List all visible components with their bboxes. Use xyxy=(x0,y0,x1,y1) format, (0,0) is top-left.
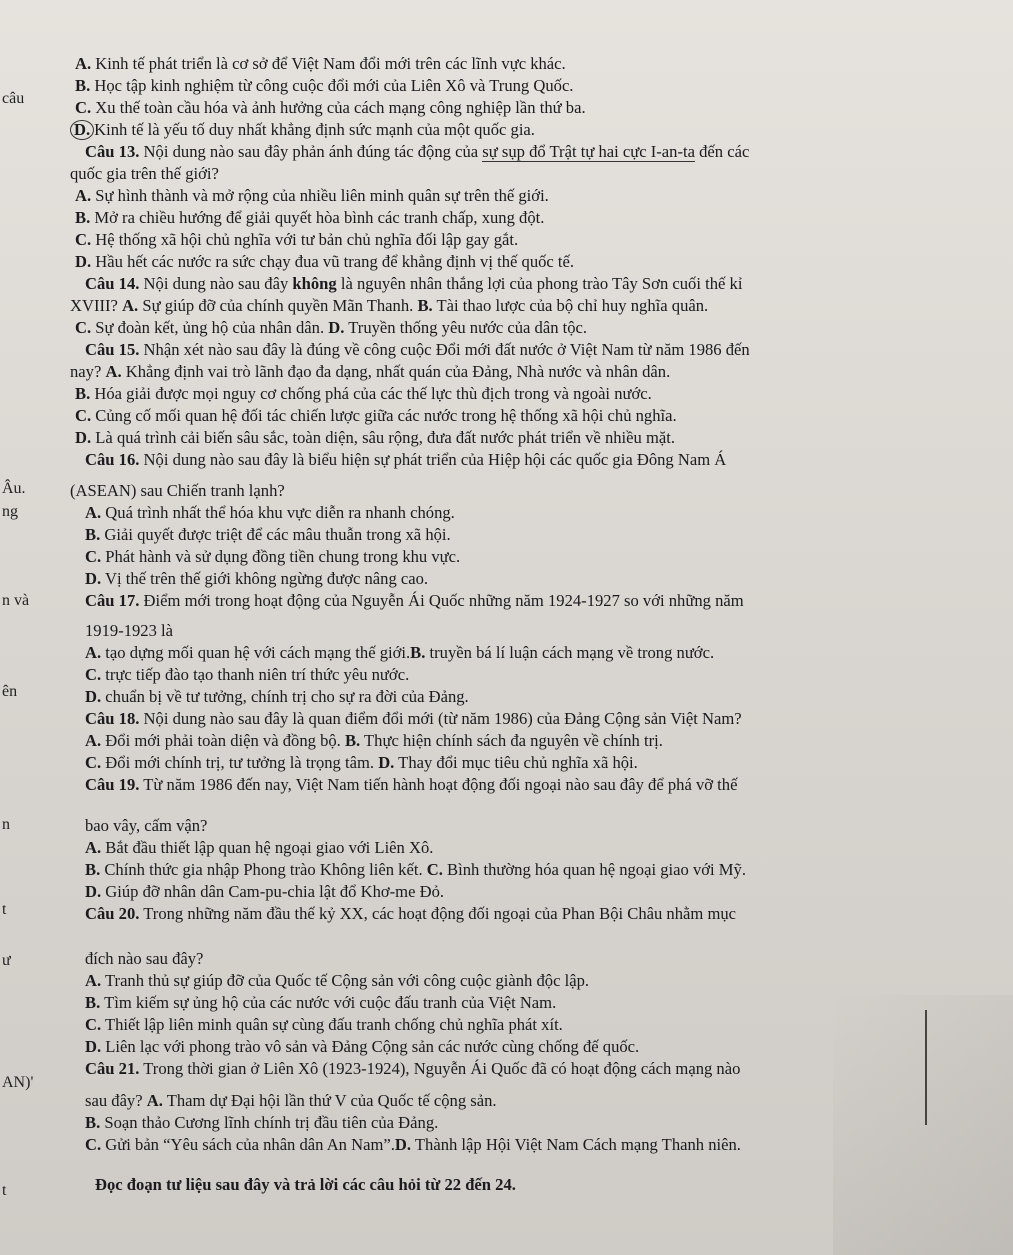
text-line xyxy=(85,664,409,686)
option-letter: C. xyxy=(75,318,92,337)
line-text: (ASEAN) sau Chiến tranh lạnh? xyxy=(70,481,285,500)
margin-fragment: câu xyxy=(2,90,25,107)
text-line xyxy=(85,859,746,881)
text-line xyxy=(95,1174,516,1196)
margin-fragment: Âu. xyxy=(2,480,26,497)
text-line xyxy=(75,317,587,339)
line-text: Tham dự Đại hội lần thứ V của Quốc tế cộng sản. xyxy=(162,1091,497,1110)
text-line xyxy=(75,383,652,405)
line-text: Thành lập Hội Việt Nam Cách mạng Thanh niên. xyxy=(411,1135,741,1154)
question-label: Câu 21. xyxy=(85,1059,140,1078)
line-text: Tài thao lược của bộ chỉ huy nghĩa quân. xyxy=(432,296,709,315)
question-label: Câu 14. xyxy=(85,274,140,293)
option-letter: C. xyxy=(85,1135,102,1154)
text-line xyxy=(85,642,714,664)
question-label: Câu 18. xyxy=(85,709,140,728)
line-text: Sự hình thành và mở rộng của nhiều liên minh quân sự trên thế giới. xyxy=(91,186,549,205)
text-line xyxy=(85,546,460,568)
option-letter: B. xyxy=(85,993,101,1012)
option-letter: D. xyxy=(378,753,395,772)
line-text: Nội dung nào sau đây là biểu hiện sự phát triển của Hiệp hội các quốc gia Đông Nam Á xyxy=(139,450,727,469)
option-letter: C. xyxy=(85,665,102,684)
line-text: sự sụp đổ Trật tự hai cực I-an-ta xyxy=(482,142,695,161)
line-text: Đổi mới phải toàn diện và đồng bộ. xyxy=(101,731,345,750)
question-label: Câu 17. xyxy=(85,591,140,610)
text-line xyxy=(85,1090,497,1112)
question-label: không xyxy=(292,274,337,293)
line-text: Đổi mới chính trị, tư tưởng là trọng tâm. xyxy=(101,753,379,772)
text-line xyxy=(85,752,638,774)
question-label: Câu 16. xyxy=(85,450,140,469)
option-letter: C. xyxy=(75,406,92,425)
option-letter: D. xyxy=(75,428,92,447)
option-letter: D. xyxy=(85,569,102,588)
option-letter: A. xyxy=(85,643,102,662)
line-text: Nhận xét nào sau đây là đúng về công cuộc Đổi mới đất nước ở Việt Nam từ năm 1986 đến xyxy=(139,340,750,359)
option-letter: A. xyxy=(75,186,92,205)
option-letter: B. xyxy=(410,643,426,662)
line-text: chuẩn bị về tư tưởng, chính trị cho sự ra đời của Đảng. xyxy=(101,687,469,706)
text-line xyxy=(85,273,742,295)
line-text: Thiết lập liên minh quân sự cùng đấu tranh chống chủ nghĩa phát xít. xyxy=(101,1015,563,1034)
text-line xyxy=(70,119,535,141)
option-letter: C. xyxy=(85,547,102,566)
text-line xyxy=(85,903,736,925)
text-line xyxy=(85,774,737,796)
text-line xyxy=(85,948,203,970)
line-text: Hệ thống xã hội chủ nghĩa với tư bản chủ nghĩa đối lập gay gắt. xyxy=(91,230,519,249)
text-line xyxy=(85,970,589,992)
option-letter: C. xyxy=(75,98,92,117)
option-letter: C. xyxy=(75,230,92,249)
question-label: Câu 20. xyxy=(85,904,140,923)
line-text: Truyền thống yêu nước của dân tộc. xyxy=(344,318,588,337)
line-text: đến các xyxy=(694,142,750,161)
line-text: Xu thế toàn cầu hóa và ảnh hưởng của cách mạng công nghiệp lần thứ ba. xyxy=(91,98,586,117)
margin-fragment: t xyxy=(2,1182,7,1199)
line-text: Từ năm 1986 đến nay, Việt Nam tiến hành hoạt động đối ngoại nào sau đây để phá vỡ thế xyxy=(139,775,738,794)
option-letter: B. xyxy=(417,296,433,315)
line-text: Tranh thủ sự giúp đỡ của Quốc tế Cộng sản với công cuộc giành độc lập. xyxy=(101,971,590,990)
text-line xyxy=(85,730,663,752)
text-line xyxy=(85,339,750,361)
line-text: Gửi bản “Yêu sách của nhân dân An Nam”. xyxy=(101,1135,395,1154)
margin-fragment: ng xyxy=(2,503,18,520)
margin-fragment: n xyxy=(2,816,10,833)
option-letter: B. xyxy=(75,384,91,403)
line-text: Soạn thảo Cương lĩnh chính trị đầu tiên của Đảng. xyxy=(100,1113,439,1132)
line-text: Khẳng định vai trò lãnh đạo đa dạng, nhất quán của Đảng, Nhà nước và nhân dân. xyxy=(121,362,671,381)
text-line xyxy=(75,207,544,229)
line-text: Bình thường hóa quan hệ ngoại giao với Mỹ. xyxy=(442,860,746,879)
option-letter: B. xyxy=(75,76,91,95)
text-line xyxy=(85,881,444,903)
option-letter: D. xyxy=(328,318,345,337)
line-text: Điểm mới trong hoạt động của Nguyễn Ái Quốc những năm 1924-1927 so với những năm xyxy=(139,591,744,610)
line-text: Kinh tế là yếu tố duy nhất khẳng định sức mạnh của một quốc gia. xyxy=(94,120,535,139)
line-text: Kinh tế phát triển là cơ sở để Việt Nam đổi mới trên các lĩnh vực khác. xyxy=(91,54,566,73)
option-letter: A. xyxy=(85,838,102,857)
line-text: Thực hiện chính sách đa nguyên về chính trị. xyxy=(360,731,663,750)
text-line xyxy=(75,427,675,449)
margin-fragment: t xyxy=(2,901,7,918)
question-label: Câu 13. xyxy=(85,142,140,161)
text-line xyxy=(85,1014,563,1036)
option-letter: D. xyxy=(85,1037,102,1056)
line-text: 1919-1923 là xyxy=(85,621,174,640)
text-line xyxy=(85,1134,741,1156)
text-line xyxy=(85,620,173,642)
line-text: Quá trình nhất thể hóa khu vực diễn ra nhanh chóng. xyxy=(101,503,455,522)
line-text: Trong những năm đầu thế kỷ XX, các hoạt động đối ngoại của Phan Bội Châu nhằm mục xyxy=(139,904,737,923)
line-text: Thay đổi mục tiêu chủ nghĩa xã hội. xyxy=(394,753,638,772)
option-letter: A. xyxy=(146,1091,163,1110)
question-label: Câu 19. xyxy=(85,775,140,794)
line-text: nay? xyxy=(70,362,106,381)
text-line xyxy=(75,53,566,75)
text-line xyxy=(75,251,574,273)
question-label: Câu 15. xyxy=(85,340,140,359)
line-text: Hầu hết các nước ra sức chạy đua vũ trang để khẳng định vị thế quốc tế. xyxy=(91,252,575,271)
text-line xyxy=(70,361,670,383)
text-line xyxy=(85,449,726,471)
line-text: quốc gia trên thế giới? xyxy=(70,164,219,183)
line-text: Củng cố mối quan hệ đối tác chiến lược giữa các nước trong hệ thống xã hội chủ nghĩa. xyxy=(91,406,677,425)
option-letter: B. xyxy=(85,525,101,544)
text-line xyxy=(75,405,677,427)
line-text: đích nào sau đây? xyxy=(85,949,204,968)
text-line xyxy=(75,229,518,251)
text-line xyxy=(85,1112,438,1134)
text-line xyxy=(75,75,573,97)
option-letter: A. xyxy=(85,971,102,990)
line-text: Bắt đầu thiết lập quan hệ ngoại giao với Liên Xô. xyxy=(101,838,434,857)
option-letter: B. xyxy=(344,731,361,750)
line-text: tạo dựng mối quan hệ với cách mạng thế giới. xyxy=(101,643,411,662)
line-text: Học tập kinh nghiệm từ công cuộc đổi mới của Liên Xô và Trung Quốc. xyxy=(90,76,574,95)
margin-fragment: ên xyxy=(2,683,18,700)
line-text: Hóa giải được mọi nguy cơ chống phá của các thế lực thù địch trong và ngoài nước. xyxy=(90,384,652,403)
text-line xyxy=(70,163,219,185)
text-line xyxy=(75,185,549,207)
line-text: Là quá trình cải biến sâu sắc, toàn diện, sâu rộng, đưa đất nước phát triển về nhiều mặt. xyxy=(91,428,675,447)
option-letter: B. xyxy=(85,1113,101,1132)
line-text: Trong thời gian ở Liên Xô (1923-1924), Nguyễn Ái Quốc đã có hoạt động cách mạng nào xyxy=(139,1059,741,1078)
text-line xyxy=(85,1058,740,1080)
text-line xyxy=(70,480,285,502)
line-text: Giúp đỡ nhân dân Cam-pu-chia lật đổ Khơ-me Đỏ. xyxy=(101,882,445,901)
line-text: Giải quyết được triệt để các mâu thuẫn trong xã hội. xyxy=(100,525,451,544)
line-text: Sự giúp đỡ của chính quyền Mãn Thanh. xyxy=(138,296,418,315)
line-text: Nội dung nào sau đây là quan điểm đổi mới (từ năm 1986) của Đảng Cộng sản Việt Nam? xyxy=(139,709,742,728)
line-text: trực tiếp đào tạo thanh niên trí thức yêu nước. xyxy=(101,665,410,684)
option-letter: A. xyxy=(122,296,139,315)
margin-fragment: ư xyxy=(2,952,11,969)
line-text: Sự đoàn kết, ủng hộ của nhân dân. xyxy=(91,318,329,337)
option-letter: D. xyxy=(85,687,102,706)
option-letter: C. xyxy=(85,753,102,772)
line-text: Phát hành và sử dụng đồng tiền chung trong khu vực. xyxy=(101,547,461,566)
text-line xyxy=(85,686,469,708)
line-text: Nội dung nào sau đây xyxy=(139,274,293,293)
text-line xyxy=(85,568,428,590)
option-letter: A. xyxy=(85,503,102,522)
option-letter: D. xyxy=(394,1135,412,1154)
margin-fragment: AN)' xyxy=(2,1074,34,1091)
question-label: Đọc đoạn tư liệu sau đây và trả lời các câu hỏi từ 22 đến 24. xyxy=(95,1175,516,1194)
option-letter: A. xyxy=(105,362,122,381)
line-text: Tìm kiếm sự ủng hộ của các nước với cuộc đấu tranh của Việt Nam. xyxy=(100,993,557,1012)
text-line xyxy=(70,295,708,317)
option-letter: C. xyxy=(85,1015,102,1034)
option-letter: D. xyxy=(85,882,102,901)
margin-fragment: n và xyxy=(2,592,30,609)
text-line xyxy=(85,815,207,837)
line-text: XVIII? xyxy=(70,296,123,315)
text-line xyxy=(85,1036,639,1058)
option-letter: A. xyxy=(75,54,92,73)
line-text: Mở ra chiều hướng để giải quyết hòa bình các tranh chấp, xung đột. xyxy=(90,208,545,227)
text-line xyxy=(85,502,455,524)
margin-line xyxy=(925,1010,927,1125)
line-text: Vị thế trên thế giới không ngừng được nâng cao. xyxy=(101,569,429,588)
option-letter: B. xyxy=(85,860,101,879)
text-line xyxy=(85,837,433,859)
line-text: truyền bá lí luận cách mạng về trong nước. xyxy=(425,643,715,662)
line-text: bao vây, cấm vận? xyxy=(85,816,208,835)
option-letter: D. xyxy=(75,252,92,271)
option-letter: B. xyxy=(75,208,91,227)
text-line xyxy=(85,590,744,612)
line-text: Nội dung nào sau đây phản ánh đúng tác động của xyxy=(139,142,483,161)
line-text: Liên lạc với phong trào vô sản và Đảng Cộng sản các nước cùng chống đế quốc. xyxy=(101,1037,640,1056)
line-text: là nguyên nhân thắng lợi của phong trào Tây Sơn cuối thế kỉ xyxy=(336,274,743,293)
text-line xyxy=(85,524,451,546)
option-letter: A. xyxy=(85,731,102,750)
text-line xyxy=(85,141,749,163)
line-text: sau đây? xyxy=(85,1091,147,1110)
text-line xyxy=(75,97,586,119)
text-line xyxy=(85,708,742,730)
option-letter: D. xyxy=(70,120,94,140)
line-text: Chính thức gia nhập Phong trào Không liên kết. xyxy=(100,860,427,879)
text-line xyxy=(85,992,556,1014)
option-letter: C. xyxy=(426,860,443,879)
